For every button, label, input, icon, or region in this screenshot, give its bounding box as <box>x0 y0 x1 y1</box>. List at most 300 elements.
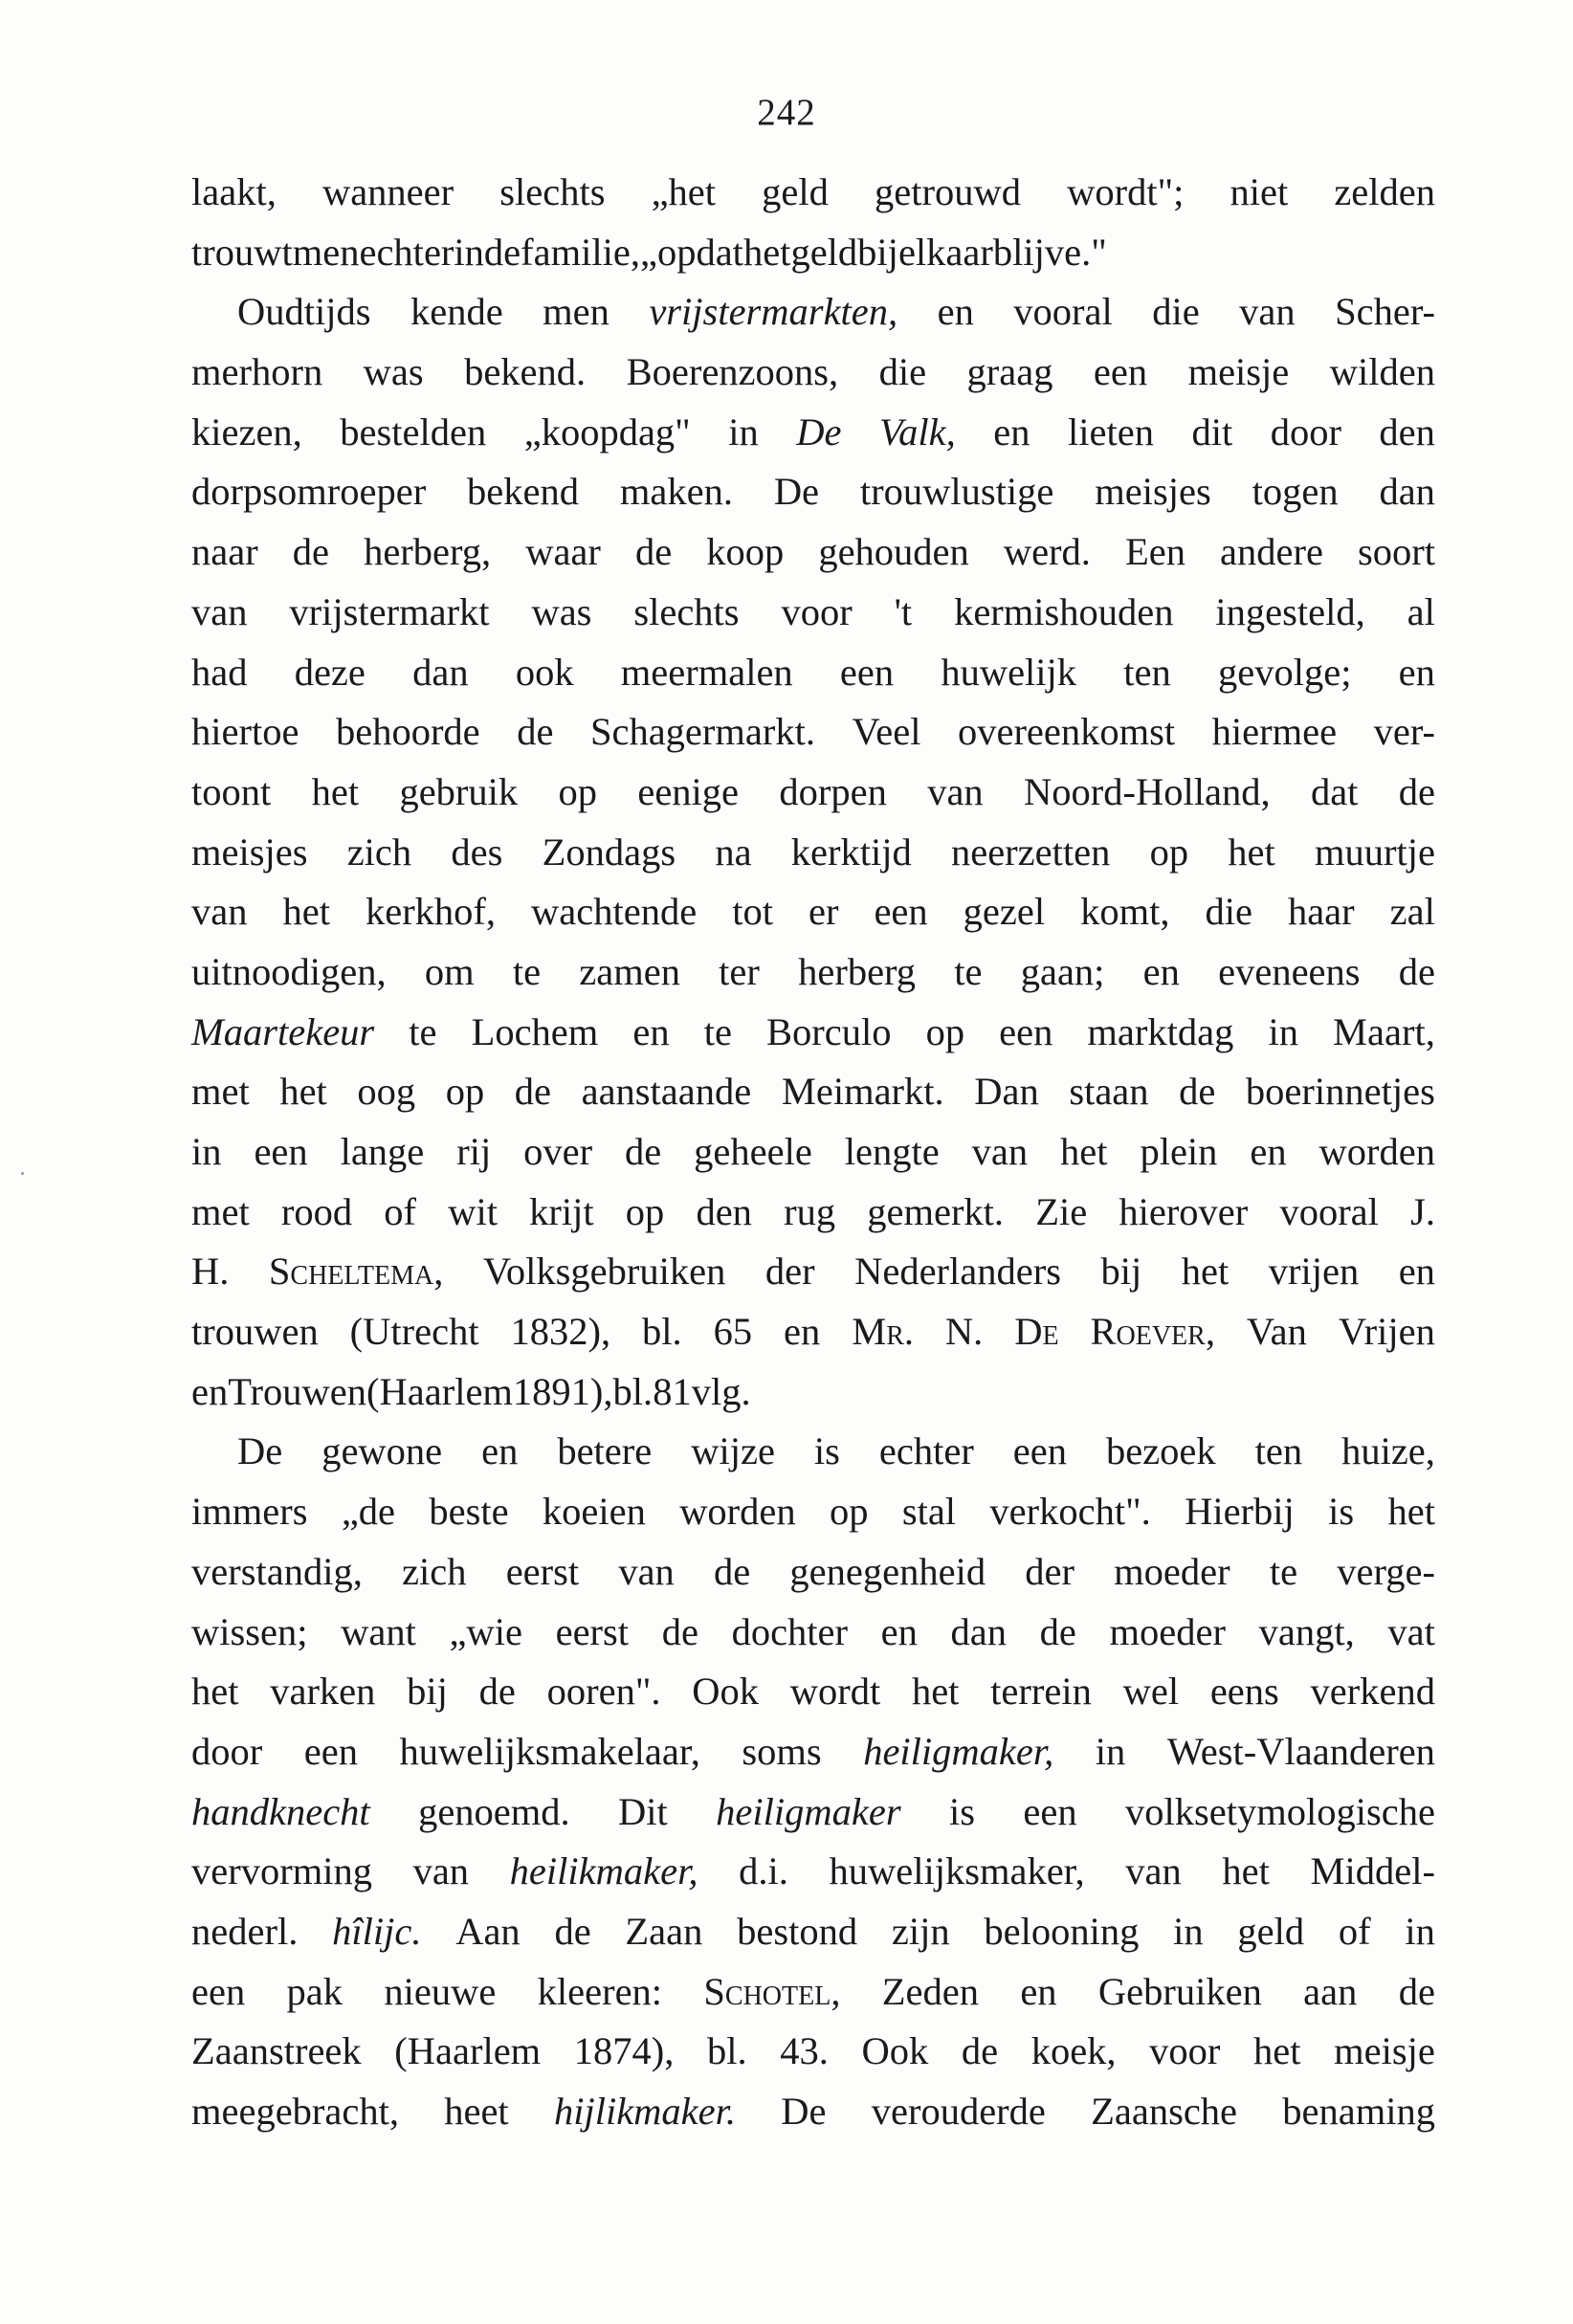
word: een <box>999 1009 1053 1053</box>
word: pak <box>286 1969 343 2013</box>
word: ooren". <box>546 1670 661 1714</box>
word: dan <box>950 1609 1008 1653</box>
word: met <box>191 1070 250 1114</box>
word: en <box>481 1429 519 1473</box>
word: moeder <box>1114 1549 1230 1593</box>
word: de <box>517 710 554 754</box>
word: over <box>523 1130 593 1173</box>
word: bij <box>1100 1250 1142 1294</box>
word: bij <box>857 230 898 274</box>
text-line <box>191 1482 1435 1542</box>
word: Valk, <box>878 409 956 454</box>
word: wordt <box>789 1670 881 1714</box>
word: 43. <box>780 2029 829 2073</box>
word: staan <box>1069 1070 1149 1114</box>
word: aanstaande <box>581 1070 752 1114</box>
text-line <box>191 522 1435 583</box>
word: in <box>1095 1729 1126 1773</box>
word: verstandig, <box>191 1549 363 1593</box>
text-line <box>191 343 1435 403</box>
word: 1832), <box>510 1310 611 1354</box>
word: behoorde <box>335 710 480 754</box>
word: het <box>1253 2029 1301 2073</box>
page-number: 242 <box>757 92 816 133</box>
word: graag <box>966 350 1053 394</box>
text-line <box>191 1902 1435 1962</box>
word: huwelijksmakelaar, <box>399 1729 700 1773</box>
word: slechts <box>499 170 606 213</box>
text-line <box>191 1542 1435 1603</box>
word: blijve." <box>992 230 1107 274</box>
word: benaming <box>1282 2090 1435 2133</box>
word: Van <box>1246 1310 1307 1354</box>
text-line <box>191 1362 1435 1423</box>
word: de <box>634 530 673 574</box>
text-line <box>191 1302 1435 1362</box>
word: ten <box>1254 1429 1303 1473</box>
word: zelden <box>1334 170 1435 213</box>
text-line <box>191 163 1435 223</box>
word: van <box>191 890 248 934</box>
word: het <box>282 890 330 934</box>
word: of <box>384 1189 417 1233</box>
word: nederl. <box>191 1909 299 1953</box>
word: het <box>1387 1490 1435 1534</box>
word: was <box>531 589 592 633</box>
word: heilikmaker, <box>509 1849 698 1893</box>
word: neerzetten <box>950 830 1111 874</box>
word: herberg <box>798 949 917 993</box>
word: men <box>292 230 360 274</box>
word: geld <box>1237 1909 1305 1953</box>
word: komt, <box>1080 890 1170 934</box>
word: de <box>554 1909 591 1953</box>
word: De <box>773 470 820 514</box>
word: soms <box>742 1729 822 1773</box>
word: is <box>813 1429 840 1473</box>
word: wordt"; <box>1067 170 1185 213</box>
word: den <box>1379 409 1435 454</box>
word: op <box>829 1490 869 1534</box>
word: vlg. <box>691 1369 751 1413</box>
word: lange <box>340 1130 425 1173</box>
word: overeenkomst <box>957 710 1176 754</box>
word: vervorming <box>191 1849 372 1893</box>
word: het <box>911 1670 960 1714</box>
text-line <box>191 1183 1435 1243</box>
word: kerkhof, <box>365 890 497 934</box>
word: belooning <box>984 1909 1140 1953</box>
word: Gebruiken <box>1097 1969 1262 2013</box>
word: kermishouden <box>954 589 1174 633</box>
word: de <box>661 1609 698 1653</box>
word: en <box>1398 650 1435 694</box>
text-line <box>191 823 1435 883</box>
word: in <box>454 230 484 274</box>
word: geld <box>790 230 858 274</box>
word: lengte <box>844 1130 940 1173</box>
word: een <box>839 650 895 694</box>
word: heiligmaker <box>716 1789 901 1833</box>
word: Een <box>1124 530 1185 574</box>
word: of <box>1338 1909 1371 1953</box>
word: een <box>303 1729 358 1773</box>
word: wissen; <box>191 1609 308 1653</box>
word: trouwt <box>191 230 293 274</box>
word: hîlijc. <box>332 1909 422 1953</box>
word: ingesteld, <box>1215 589 1365 633</box>
word: was <box>363 350 424 394</box>
word: zich <box>346 830 412 874</box>
word: 't <box>894 589 913 633</box>
word: bl. <box>642 1310 682 1354</box>
word: slechts <box>633 589 740 633</box>
word: van <box>191 589 248 633</box>
text-line <box>191 763 1435 823</box>
word: en <box>1250 1130 1287 1173</box>
word: De <box>781 2090 827 2133</box>
word: zijn <box>891 1909 950 1953</box>
word: op <box>445 1070 485 1114</box>
text-line <box>191 1662 1435 1722</box>
word: koek, <box>1030 2029 1117 2073</box>
word: en <box>1142 949 1180 993</box>
word: is <box>1328 1490 1355 1534</box>
word: gebruik <box>399 769 519 813</box>
word: van <box>971 1130 1029 1173</box>
word: te <box>1269 1549 1298 1593</box>
word: meisje <box>1334 2029 1435 2073</box>
word: herberg, <box>364 530 492 574</box>
word: door <box>191 1729 263 1773</box>
word: togen <box>1252 470 1339 514</box>
text-line <box>191 2022 1435 2082</box>
word: koop <box>706 530 785 574</box>
word: het <box>742 230 791 274</box>
word: er <box>808 890 839 934</box>
word: gemerkt. <box>867 1189 1005 1233</box>
word: koeien <box>542 1490 646 1534</box>
word: ver- <box>1373 710 1435 754</box>
word: een <box>1023 1789 1077 1833</box>
word: in <box>728 409 759 454</box>
word: een <box>191 1969 246 2013</box>
word: want <box>341 1609 416 1653</box>
word: betere <box>557 1429 653 1473</box>
word: om <box>424 949 475 993</box>
word: Mr. <box>852 1310 914 1354</box>
word: merhorn <box>191 350 323 394</box>
word: rood <box>280 1189 353 1233</box>
word: der <box>1025 1549 1075 1593</box>
word: hijlikmaker. <box>553 2090 737 2133</box>
word: Boerenzoons, <box>626 350 839 394</box>
word: lieten <box>1067 409 1154 454</box>
word: de <box>1039 1609 1076 1653</box>
text-line <box>191 1003 1435 1063</box>
word: van <box>1239 290 1296 334</box>
word: en <box>784 1310 821 1354</box>
word: (Haarlem <box>366 1369 513 1413</box>
word: Noord-Holland, <box>1024 769 1271 813</box>
word: J. <box>1410 1189 1435 1233</box>
word: vooral <box>1279 1189 1379 1233</box>
word: vooral <box>1013 290 1113 334</box>
word: soort <box>1358 530 1435 574</box>
word: Nederlanders <box>854 1250 1061 1294</box>
text-line <box>191 403 1435 463</box>
word: Vrijen <box>1338 1310 1435 1354</box>
word: in <box>1405 1909 1435 1953</box>
text-line <box>191 643 1435 703</box>
word: naar <box>191 530 258 574</box>
word: Ook <box>861 2029 929 2073</box>
word: Roever, <box>1090 1310 1215 1354</box>
word: „opdat <box>639 230 743 274</box>
word: de <box>514 1070 552 1114</box>
word: geld <box>762 170 829 213</box>
word: Scheltema, <box>268 1250 444 1294</box>
word: krijt <box>529 1189 594 1233</box>
word: is <box>949 1789 976 1833</box>
word: 65 <box>713 1310 753 1354</box>
word: genoemd. <box>418 1789 570 1833</box>
word: heiligmaker, <box>863 1729 1054 1773</box>
word: Middel- <box>1310 1849 1435 1893</box>
word: der <box>764 1250 815 1294</box>
word: andere <box>1220 530 1323 574</box>
word: hiermee <box>1211 710 1338 754</box>
word: waar <box>525 530 601 574</box>
word: wanneer <box>321 170 454 213</box>
word: die <box>1205 890 1252 934</box>
word: Ook <box>692 1670 759 1714</box>
word: de <box>292 530 329 574</box>
word: met <box>191 1189 250 1233</box>
word: kleeren: <box>537 1969 663 2013</box>
word: men <box>543 290 609 334</box>
word: vat <box>1387 1609 1435 1653</box>
word: dorpsomroeper <box>191 470 427 514</box>
word: gehouden <box>818 530 969 574</box>
word: en <box>191 1369 229 1413</box>
word: niet <box>1230 170 1289 213</box>
word: eenige <box>637 769 740 813</box>
word: des <box>451 830 503 874</box>
word: Maartekeur <box>191 1009 375 1053</box>
word: De <box>1014 1310 1059 1354</box>
word: de <box>625 1130 662 1173</box>
word: „koopdag" <box>523 409 691 454</box>
word: echter <box>878 1429 974 1473</box>
word: boerinnetjes <box>1245 1070 1435 1114</box>
word: (Haarlem <box>394 2029 542 2073</box>
word: op <box>558 769 597 813</box>
word: het <box>311 769 360 813</box>
word: Zaansche <box>1091 2090 1238 2133</box>
word: van <box>412 1849 470 1893</box>
word: in <box>1268 1009 1298 1053</box>
word: wel <box>1122 1670 1180 1714</box>
word: de <box>483 230 521 274</box>
word: N. <box>944 1310 984 1354</box>
word: wijze <box>691 1429 775 1473</box>
word: bestond <box>737 1909 858 1953</box>
word: bekend. <box>464 350 587 394</box>
word: de <box>1398 949 1435 993</box>
word: verkocht". <box>989 1490 1151 1534</box>
word: en <box>880 1609 918 1653</box>
word: en <box>1020 1969 1057 2013</box>
word: Zeden <box>881 1969 979 2013</box>
text-line <box>191 1603 1435 1663</box>
word: in <box>191 1130 222 1173</box>
word: rij <box>456 1130 492 1173</box>
word: tot <box>732 890 773 934</box>
word: Dan <box>974 1070 1039 1114</box>
body-text <box>191 163 1435 2142</box>
word: gevolge; <box>1217 650 1352 694</box>
word: H. <box>191 1250 230 1294</box>
word: meisje <box>1187 350 1290 394</box>
word: dan <box>1379 470 1435 514</box>
word: worden <box>679 1490 796 1534</box>
word: 1891), <box>512 1369 613 1413</box>
word: „wie <box>449 1609 522 1653</box>
word: eerst <box>555 1609 630 1653</box>
word: trouwen <box>191 1310 319 1354</box>
word: dan <box>412 650 469 694</box>
word: De <box>237 1429 283 1473</box>
word: de <box>1398 1969 1435 2013</box>
word: beste <box>429 1490 509 1534</box>
word: Schotel, <box>703 1969 841 2013</box>
word: het <box>1228 830 1275 874</box>
word: in <box>1173 1909 1204 1953</box>
word: zal <box>1389 890 1435 934</box>
word: ten <box>1123 650 1171 694</box>
word: door <box>1270 409 1341 454</box>
word: Volksgebruiken <box>482 1250 726 1294</box>
word: Dit <box>618 1789 668 1833</box>
text-line <box>191 942 1435 1003</box>
text-line <box>191 1962 1435 2023</box>
word: toont <box>191 769 272 813</box>
text-line <box>191 223 1435 283</box>
word: Meimarkt. <box>781 1070 944 1114</box>
word: plein <box>1140 1130 1218 1173</box>
word: huwelijk <box>941 650 1077 694</box>
word: te <box>512 949 542 993</box>
text-line <box>191 882 1435 942</box>
word: Hierbij <box>1185 1490 1295 1534</box>
word: oog <box>357 1070 416 1114</box>
word: echter <box>359 230 454 274</box>
word: vrijstermarkt <box>289 589 490 633</box>
word: gezel <box>963 890 1046 934</box>
word: 81 <box>653 1369 692 1413</box>
word: genegenheid <box>789 1549 986 1593</box>
word: meegebracht, <box>191 2090 399 2133</box>
word: meisjes <box>1095 470 1211 514</box>
word: Borculo <box>766 1009 892 1053</box>
word: heet <box>444 2090 509 2133</box>
text-line <box>191 1842 1435 1902</box>
word: elkaar <box>897 230 993 274</box>
word: nieuwe <box>384 1969 497 2013</box>
word: terrein <box>990 1670 1092 1714</box>
word: bestelden <box>340 409 487 454</box>
word: bij <box>407 1670 448 1714</box>
word: een <box>254 1130 308 1173</box>
word: Zaanstreek <box>191 2029 362 2073</box>
text-line <box>191 702 1435 763</box>
word: bezoek <box>1105 1429 1216 1473</box>
word: Lochem <box>471 1009 599 1053</box>
word: een <box>1012 1429 1067 1473</box>
text-line <box>191 1722 1435 1782</box>
text-line <box>191 1062 1435 1122</box>
word: kiezen, <box>191 409 302 454</box>
word: verouderde <box>871 2090 1046 2133</box>
word: ter <box>719 949 760 993</box>
word: haar <box>1287 890 1355 934</box>
word: marktdag <box>1087 1009 1234 1053</box>
word: gaan; <box>1020 949 1105 993</box>
word: deze <box>294 650 366 694</box>
word: „de <box>341 1490 396 1534</box>
word: die <box>878 350 927 394</box>
word: zich <box>402 1549 467 1593</box>
word: dochter <box>731 1609 849 1653</box>
word: zamen <box>579 949 680 993</box>
word: de <box>1398 769 1435 813</box>
word: vrijstermarkten, <box>649 290 898 334</box>
word: Trouwen <box>228 1369 367 1413</box>
word: eerst <box>505 1549 580 1593</box>
word: wachtende <box>531 890 698 934</box>
word: trouwlustige <box>859 470 1054 514</box>
word: Schagermarkt. <box>589 710 815 754</box>
word: huwelijksmaker, <box>829 1849 1085 1893</box>
word: 1874), <box>573 2029 675 2073</box>
word: hierover <box>1119 1189 1249 1233</box>
word: wit <box>448 1189 498 1233</box>
word: meermalen <box>620 650 793 694</box>
word: rug <box>784 1189 836 1233</box>
word: uitnoodigen, <box>191 949 387 993</box>
word: kerktijd <box>790 830 912 874</box>
word: de <box>1179 1070 1216 1114</box>
text-line <box>191 282 1435 343</box>
word: gewone <box>321 1429 443 1473</box>
word: eveneens <box>1218 949 1361 993</box>
word: volksetymologische <box>1124 1789 1435 1833</box>
word: te <box>954 949 983 993</box>
word: van <box>1125 1849 1182 1893</box>
word: bl. <box>612 1369 654 1413</box>
word: Veel <box>852 710 921 754</box>
word: van <box>927 769 984 813</box>
word: een <box>874 890 928 934</box>
word: voor <box>781 589 853 633</box>
word: verge- <box>1337 1549 1435 1593</box>
word: op <box>1149 830 1189 874</box>
word: ook <box>515 650 574 694</box>
word: laakt, <box>191 170 277 213</box>
word: dorpen <box>779 769 887 813</box>
word: dit <box>1191 409 1233 454</box>
